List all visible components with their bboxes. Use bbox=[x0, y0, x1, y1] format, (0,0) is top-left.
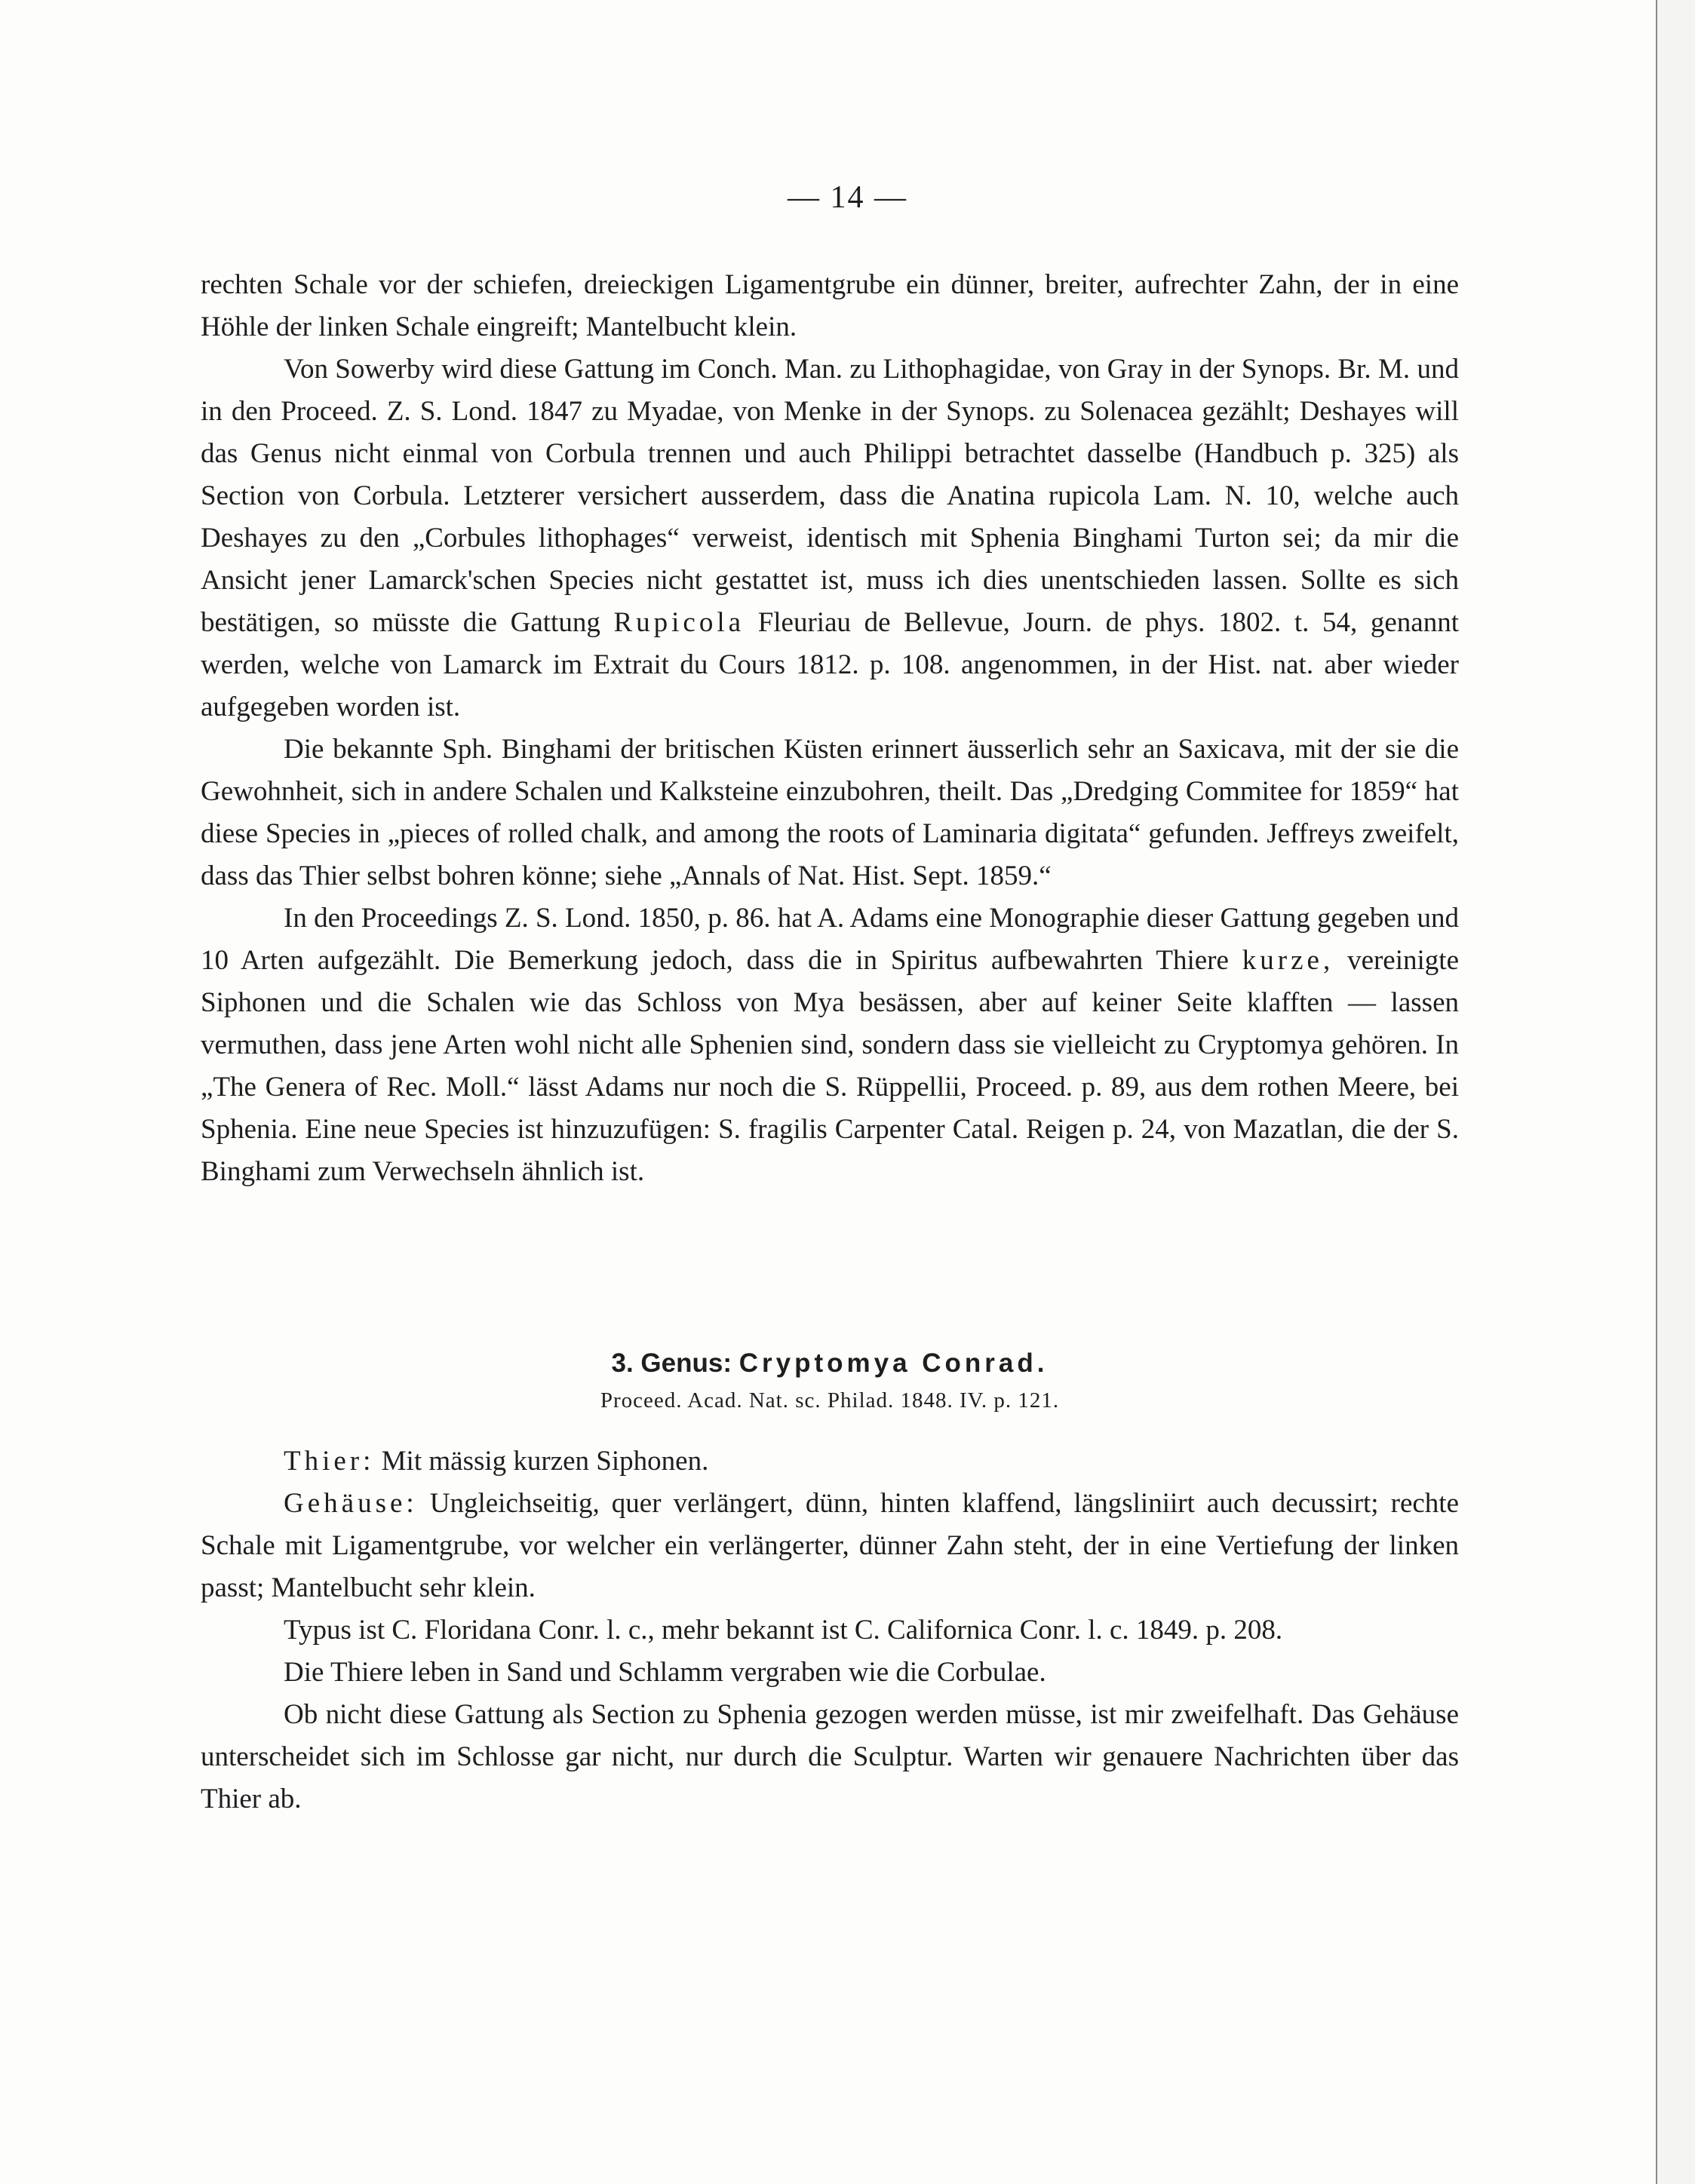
heading-genus-name: Cryptomya Conrad. bbox=[738, 1348, 1049, 1378]
label-gehaeuse: Gehäuse: bbox=[284, 1488, 418, 1519]
paragraph bbox=[201, 897, 1459, 1193]
label-thier: Thier: bbox=[284, 1446, 375, 1477]
paragraph: Typus ist C. Floridana Conr. l. c., mehr bekannt ist C. Californica Conr. l. c. 1849. p. 208. bbox=[284, 1615, 1283, 1646]
paragraph bbox=[201, 1440, 1459, 1483]
spaced-genus-name: Rupicola bbox=[613, 607, 745, 638]
paragraph: Die bekannte Sph. Binghami der britischen Küsten erinnert äusserlich sehr an Saxicava, mit der sie die Gewohnheit, sich in andere Schalen und Kalksteine einzubohren, theilt. Das „Dredging Commitee for 1859“ hat diese Species in „pieces of rolled chalk, and among the roots of Laminaria digitata“ gefunden. Jeffreys zweifelt, dass das Thier selbst bohren könne; siehe „Annals of Nat. Hist. Sept. 1859.“ bbox=[201, 734, 1459, 891]
spaced-emphasis: kurze, bbox=[1242, 945, 1334, 976]
paragraph bbox=[201, 348, 1459, 729]
paragraph: Ob nicht diese Gattung als Section zu Sphenia gezogen werden müsse, ist mir zweifelhaft. Das Gehäuse unterscheidet sich im Schlosse gar nicht, nur durch die Sculptur. Warten wir genauere Nachrichten über das Thier ab. bbox=[201, 1699, 1459, 1814]
section-heading bbox=[201, 1348, 1459, 1379]
page-edge-shade bbox=[1657, 0, 1695, 2184]
paragraph bbox=[201, 1483, 1459, 1609]
text-run: In den Proceedings Z. S. Lond. 1850, p. 86. hat A. Adams eine Monographie dieser Gattung gegeben und 10 Arten aufgezählt. Die Bemerkung jedoch, dass die in Spiritus aufbewahrten Thiere bbox=[201, 903, 1459, 976]
text-run: Fleuriau de Bellevue, Journ. de phys. 1802. t. 54, genannt werden, welche von Lamarck im Extrait du Cours 1812. p. 108. angenommen, in der Hist. nat. aber wieder aufgegeben worden ist. bbox=[201, 607, 1459, 722]
text-run: vereinigte Siphonen und die Schalen wie das Schloss von Mya besässen, aber auf keiner Seite klafften — lassen vermuthen, dass jene Arten wohl nicht alle Sphenien sind, sondern dass sie vielleicht zu Cryptomya gehören. In „The Genera of Rec. Moll.“ lässt Adams nur noch die S. Rüppellii, Proceed. p. 89, aus dem rothen Meere, bei Sphenia. Eine neue Species ist hinzuzufügen: S. fragilis Carpenter Catal. Reigen p. 24, von Mazatlan, die der S. Binghami zum Verwechseln ähnlich ist. bbox=[201, 945, 1459, 1187]
text-run: Mit mässig kurzen Siphonen. bbox=[381, 1446, 709, 1477]
main-text-bottom bbox=[201, 1440, 1459, 1821]
paragraph: rechten Schale vor der schiefen, dreieckigen Ligamentgrube ein dünner, breiter, aufrechter Zahn, der in eine Höhle der linken Schale eingreift; Mantelbucht klein. bbox=[201, 269, 1459, 342]
section-reference: Proceed. Acad. Nat. sc. Philad. 1848. IV. p. 121. bbox=[600, 1388, 1060, 1413]
text-run: Ungleichseitig, quer verlängert, dünn, hinten klaffend, längsliniirt auch decussirt; rechte Schale mit Ligamentgrube, vor welcher ein verlängerter, dünner Zahn steht, der in eine Vertiefung der linken passt; Mantelbucht sehr klein. bbox=[201, 1488, 1460, 1603]
heading-prefix: 3. Genus: bbox=[611, 1348, 732, 1378]
page-number: — 14 — bbox=[788, 180, 907, 215]
paragraph: Die Thiere leben in Sand und Schlamm vergraben wie die Corbulae. bbox=[284, 1657, 1046, 1688]
text-run: Von Sowerby wird diese Gattung im Conch. Man. zu Lithophagidae, von Gray in der Synops. Br. M. und in den Proceed. Z. S. Lond. 1847 zu Myadae, von Menke in der Synops. zu Solenacea gezählt; Deshayes will das Genus nicht einmal von Corbula trennen und auch Philippi betrachtet dasselbe (Handbuch p. 325) als Section von Corbula. Letzterer versichert ausserdem, dass die Anatina rupicola Lam. N. 10, welche auch Deshayes zu den „Corbules lithophages“ verweist, identisch mit Sphenia Binghami Turton sei; da mir die Ansicht jener Lamarck'schen Species nicht gestattet ist, muss ich dies unentschieden lassen. Sollte es sich bestätigen, so müsste die Gattung bbox=[201, 354, 1459, 638]
main-text-top bbox=[201, 264, 1459, 1193]
